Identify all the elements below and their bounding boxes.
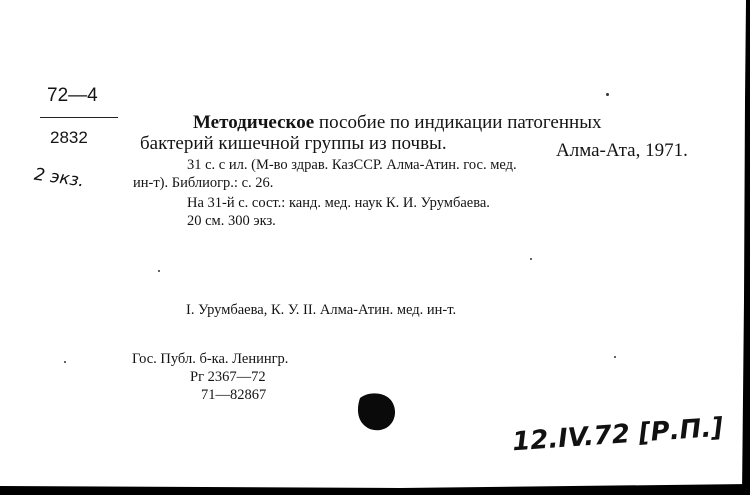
collation-line-1: 31 с. с ил. (М-во здрав. КазССР. Алма-Атин. гос. мед.	[187, 157, 517, 173]
speck	[530, 258, 532, 260]
library-line-3: 71—82867	[201, 387, 267, 403]
library-line-1: Гос. Публ. б-ка. Ленингр.	[132, 351, 289, 367]
speck	[606, 93, 609, 96]
collation-line-2: ин-т). Библиогр.: с. 26.	[133, 175, 274, 191]
call-number: 72—4	[47, 85, 98, 106]
title-continuation: пособие по индикации патогенных	[314, 112, 602, 133]
right-edge-shadow	[728, 0, 750, 495]
divider-line	[40, 117, 118, 118]
speck	[614, 356, 616, 358]
speck	[64, 361, 66, 363]
handwritten-date-note: 12.IV.72 [Р.П.]	[511, 412, 725, 458]
note-line-2: 20 см. 300 экз.	[187, 213, 276, 229]
punch-hole	[352, 388, 400, 436]
note-line-1: На 31-й с. сост.: канд. мед. наук К. И. Урумбаева.	[187, 195, 490, 211]
title-line-2: бактерий кишечной группы из почвы.	[140, 133, 447, 154]
bottom-edge-shadow	[0, 460, 750, 495]
handwritten-copies-note: 2 экз.	[32, 164, 86, 192]
speck	[158, 270, 160, 272]
tracing-line: I. Урумбаева, К. У. II. Алма-Атин. мед. ин-т.	[186, 302, 457, 318]
title-line-1	[193, 113, 601, 132]
library-line-2: Рг 2367—72	[190, 369, 266, 385]
imprint: Алма-Ата, 1971.	[556, 140, 688, 161]
accession-number: 2832	[50, 128, 88, 147]
title-bold-word: Методическое	[193, 112, 315, 133]
